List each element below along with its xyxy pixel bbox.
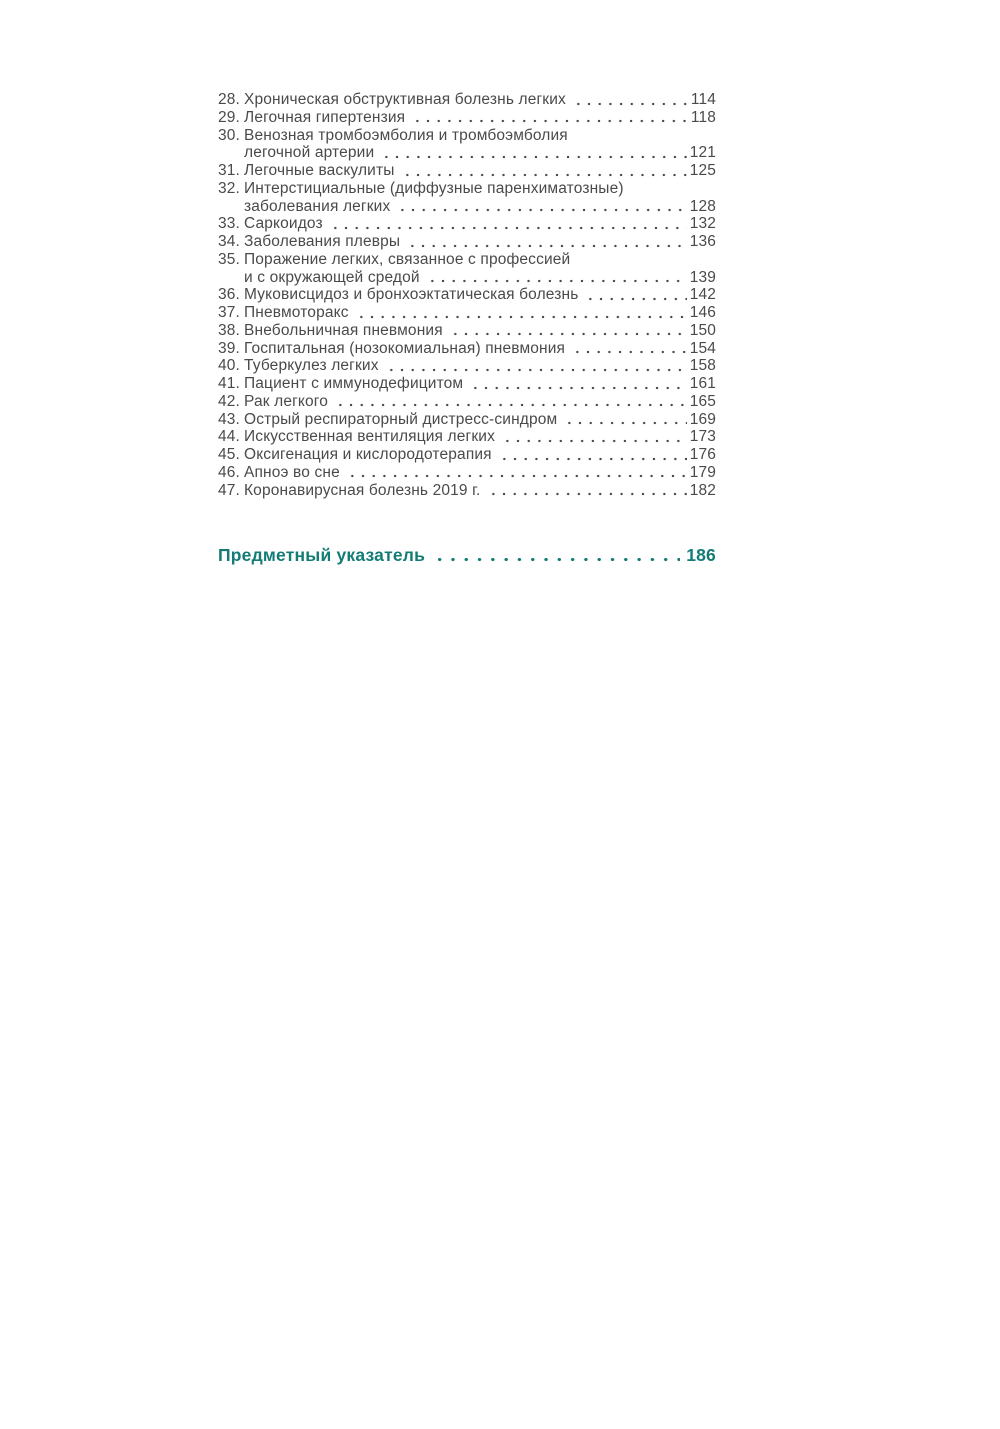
entry-page: 150 <box>689 321 716 339</box>
dot-leader <box>400 162 687 180</box>
entry-page: 154 <box>689 339 716 357</box>
entry-title: легочной артерии <box>244 144 375 162</box>
toc-section <box>218 91 716 566</box>
entry-number: 34. <box>218 233 240 250</box>
entry-page: 139 <box>689 268 716 286</box>
dot-leader <box>486 482 687 500</box>
entry-title: Коронавирусная болезнь 2019 г. <box>244 481 481 499</box>
entry-page: 161 <box>689 375 716 392</box>
entry-page: 173 <box>689 428 716 446</box>
toc-entry-line <box>218 482 716 500</box>
toc-entry-line <box>218 91 716 109</box>
entry-number: 32. <box>218 179 240 197</box>
entry-title: Внебольничная пневмония <box>244 321 443 339</box>
entry-title: Оксигенация и кислородотерапия <box>244 446 492 463</box>
entry-title: Поражение легких, связанное с профессией <box>244 250 571 268</box>
entry-number: 41. <box>218 375 240 392</box>
dot-leader <box>345 464 687 482</box>
entry-title: Саркоидоз <box>244 215 323 233</box>
entry-number: 33. <box>218 215 240 233</box>
entry-number: 37. <box>218 304 240 321</box>
entry-page: 182 <box>689 481 716 499</box>
entry-page: 136 <box>689 233 716 250</box>
toc-entry-line <box>218 251 716 269</box>
entry-number: 46. <box>218 463 240 481</box>
entry-page: 132 <box>689 215 716 233</box>
index-page: 186 <box>686 545 716 566</box>
entry-number: 44. <box>218 428 240 446</box>
dot-leader <box>571 91 688 109</box>
toc-entry-line <box>218 357 716 375</box>
entry-number: 43. <box>218 410 240 428</box>
entry-number <box>218 198 244 216</box>
dot-leader <box>562 411 686 429</box>
entry-title: Венозная тромбоэмболия и тромбоэмболия <box>244 126 568 144</box>
entry-number: 31. <box>218 162 240 179</box>
toc-list <box>218 91 716 499</box>
entry-page: 142 <box>689 286 716 304</box>
entry-title: Туберкулез легких <box>244 357 379 375</box>
entry-page: 179 <box>689 463 716 481</box>
entry-number <box>218 144 244 162</box>
entry-title: Хроническая обструктивная болезнь легких <box>244 91 566 108</box>
entry-title: заболевания легких <box>244 197 391 215</box>
toc-entry-line <box>218 233 716 251</box>
toc-entry-line <box>218 198 716 216</box>
dot-leader <box>500 428 687 446</box>
entry-number: 40. <box>218 357 240 375</box>
entry-page: 121 <box>689 144 716 162</box>
entry-title: и с окружающей средой <box>244 268 420 286</box>
toc-entry-line <box>218 304 716 322</box>
dot-leader <box>570 340 687 358</box>
toc-entry-line <box>218 215 716 233</box>
entry-number: 42. <box>218 392 240 410</box>
entry-number: 29. <box>218 108 240 126</box>
entry-title: Легочная гипертензия <box>244 108 406 126</box>
entry-number: 45. <box>218 446 240 463</box>
dot-leader <box>497 446 687 464</box>
entry-title: Заболевания плевры <box>244 233 401 250</box>
entry-page: 165 <box>689 392 716 410</box>
entry-page: 158 <box>689 357 716 375</box>
dot-leader <box>384 357 687 375</box>
index-dot-leader <box>431 544 680 566</box>
toc-entry-line <box>218 180 716 198</box>
toc-entry-line <box>218 446 716 464</box>
toc-entry-line <box>218 144 716 162</box>
toc-entry-line <box>218 428 716 446</box>
index-entry <box>218 544 716 566</box>
toc-entry-line <box>218 411 716 429</box>
dot-leader <box>448 322 687 340</box>
dot-leader <box>354 304 687 322</box>
entry-number: 35. <box>218 250 240 268</box>
dot-leader <box>333 393 687 411</box>
dot-leader <box>328 215 687 233</box>
toc-entry-line <box>218 286 716 304</box>
entry-title: Апноэ во сне <box>244 463 340 481</box>
entry-title: Острый респираторный дистресс-синдром <box>244 410 558 428</box>
dot-leader <box>395 198 686 216</box>
entry-number: 38. <box>218 321 240 339</box>
dot-leader <box>425 269 687 287</box>
entry-page: 118 <box>690 108 716 126</box>
entry-title: Искусственная вентиляция легких <box>244 428 495 446</box>
toc-entry-line <box>218 393 716 411</box>
dot-leader <box>583 286 686 304</box>
entry-page: 169 <box>689 410 716 428</box>
entry-number: 36. <box>218 286 240 304</box>
toc-entry-line <box>218 322 716 340</box>
entry-number: 47. <box>218 481 240 499</box>
index-label: Предметный указатель <box>218 545 426 566</box>
entry-title: Пневмоторакс <box>244 304 349 321</box>
entry-title: Интерстициальные (диффузные паренхиматозные) <box>244 179 624 197</box>
entry-page: 114 <box>690 91 716 108</box>
entry-number: 30. <box>218 126 240 144</box>
entry-page: 125 <box>689 162 716 179</box>
toc-entry-line <box>218 162 716 180</box>
toc-entry-line <box>218 127 716 145</box>
toc-entry-line <box>218 375 716 393</box>
toc-entry-line <box>218 109 716 127</box>
toc-entry-line <box>218 269 716 287</box>
entry-title: Легочные васкулиты <box>244 162 395 179</box>
entry-page: 176 <box>689 446 716 463</box>
dot-leader <box>405 233 687 251</box>
entry-title: Пациент с иммунодефицитом <box>244 375 464 392</box>
dot-leader <box>410 109 688 127</box>
toc-entry-line <box>218 464 716 482</box>
entry-page: 146 <box>689 304 716 321</box>
entry-number: 28. <box>218 91 240 108</box>
dot-leader <box>468 375 686 393</box>
entry-title: Рак легкого <box>244 392 329 410</box>
dot-leader <box>379 144 686 162</box>
entry-number <box>218 269 244 287</box>
toc-entry-line <box>218 340 716 358</box>
entry-title: Госпитальная (нозокомиальная) пневмония <box>244 339 566 357</box>
entry-page: 128 <box>689 197 716 215</box>
entry-title: Муковисцидоз и бронхоэктатическая болезнь <box>244 286 579 304</box>
entry-number: 39. <box>218 339 240 357</box>
